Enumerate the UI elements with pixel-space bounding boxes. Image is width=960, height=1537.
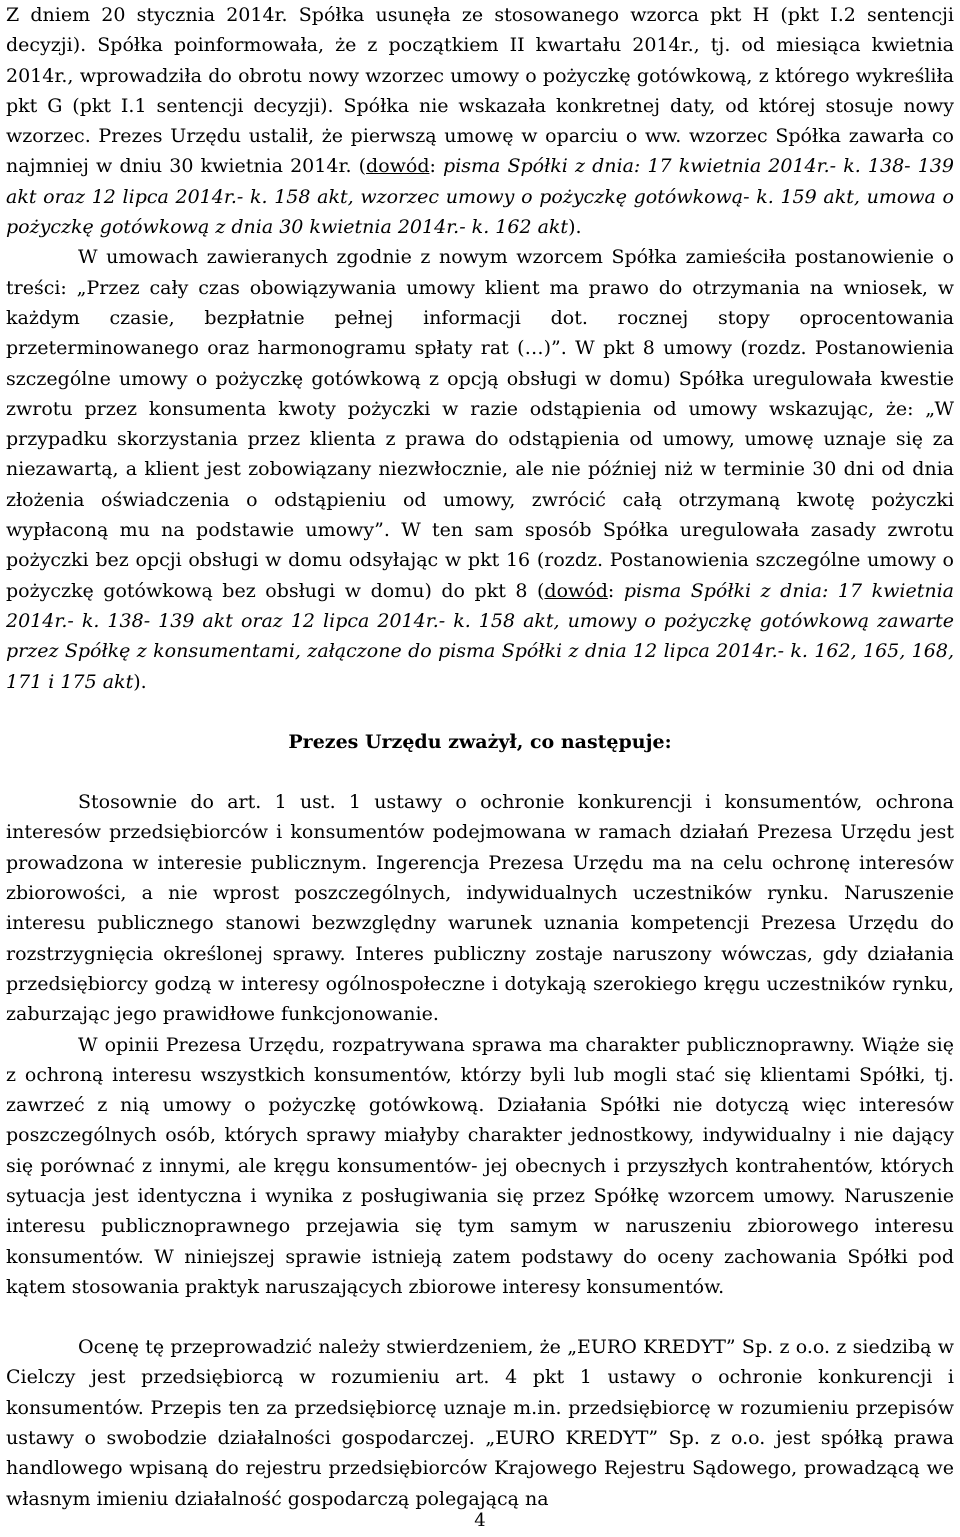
paragraph-2 [6, 242, 954, 696]
section-heading: Prezes Urzędu zważył, co następuje: [288, 730, 672, 753]
paragraph-1 [6, 0, 954, 242]
paragraph-1-text: Z dniem 20 stycznia 2014r. Spółka usunęła ze stosowanego wzorca pkt H (pkt I.2 sentencji decyzji). Spółka poinformowała, że z początkiem II kwartału 2014r., tj. od miesiąca kwietnia 2014r., wprowadziła do obrotu nowy wzorzec umowy o pożyczkę gotówkową, z którego wykreśliła pkt G (pkt I.1 sentencji decyzji). Spółka nie wskazała konkretnej daty, od której stosuje nowy wzorzec. Prezes Urzędu ustalił, że pierwszą umowę w oparciu o ww. wzorzec Spółka zawarła co najmniej w dniu 30 kwietnia 2014r. ( [6, 4, 954, 178]
evidence-separator: : [429, 155, 444, 178]
evidence-label: dowód [544, 579, 608, 602]
paragraph-1-closing: ). [568, 216, 582, 239]
document-page [6, 0, 954, 1514]
paragraph-5: Ocenę tę przeprowadzić należy stwierdzeniem, że „EURO KREDYT” Sp. z o.o. z siedzibą w Cielczy jest przedsiębiorcą w rozumieniu art. 4 pkt 1 ustawy o ochronie konkurencji i konsumentów. Przepis ten za przedsiębiorcę uznaje m.in. przedsiębiorcę w rozumieniu przepisów ustawy o swobodzie działalności gospodarczej. „EURO KREDYT” Sp. z o.o. jest spółką prawa handlowego wpisaną do rejestru przedsiębiorców Krajowego Rejestru Sądowego, prowadzącą we własnym imieniu działalność gospodarczą polegającą na [6, 1336, 954, 1510]
paragraph-2-text: W umowach zawieranych zgodnie z nowym wzorcem Spółka zamieściła postanowienie o treści: „Przez cały czas obowiązywania umowy klient ma prawo do otrzymania na wniosek, w każdym czasie, bezpłatnie pełnej informacji dot. rocznej stopy oprocentowania przeterminowanego oraz harmonogramu spłaty rat (…)”. W pkt 8 umowy (rozdz. Postanowienia szczególne umowy o pożyczkę gotówkową z opcją obsługi w domu) Spółka uregulowała kwestie zwrotu przez konsumenta kwoty pożyczki w razie odstąpienia od umowy wskazując, że: „W przypadku skorzystania przez klienta z prawa do odstąpienia od umowy, umowę uznaje się za niezawartą, a klient jest zobowiązany niezwłocznie, ale nie później niż w terminie 30 dni od dnia złożenia oświadczenia o odstąpieniu od umowy, zwrócić całą otrzymaną kwotę pożyczki wypłaconą mu na podstawie umowy”. W ten sam sposób Spółka uregulowała zasady zwrotu pożyczki bez opcji obsługi w domu odsyłając w pkt 16 (rozdz. Postanowienia szczególne umowy o pożyczkę gotówkową bez obsługi w domu) do pkt 8 ( [6, 246, 954, 602]
paragraph-4: W opinii Prezesa Urzędu, rozpatrywana sprawa ma charakter publicznoprawny. Wiąże się z ochroną interesu wszystkich konsumentów, którzy byli lub mogli stać się klientami Spółki, tj. zawrzeć z nią umowy o pożyczkę gotówkową. Działania Spółki nie dotyczą więc interesów poszczególnych osób, których sprawy miałyby charakter jednostkowy, indywidualny i nie dający się porównać z innymi, ale kręgu konsumentów- jej obecnych i przyszłych kontrahentów, których sytuacja jest identyczna i wynika z posługiwania się przez Spółkę wzorcem umowy. Naruszenie interesu publicznoprawnego przejawia się tym samym w naruszeniu zbiorowego interesu konsumentów. W niniejszej sprawie istnieją zatem podstawy do oceny zachowania Spółki pod kątem stosowania praktyk naruszających zbiorowe interesy konsumentów. [6, 1033, 954, 1298]
page-number: 4 [474, 1510, 486, 1531]
evidence-reference: pisma Spółki z dnia: 17 kwietnia 2014r.- k. 138- 139 akt oraz 12 lipca 2014r.- k. 158 akt, wzorzec umowy o pożyczkę gotówkową- k. 159 akt, umowa o pożyczkę gotówkową z dnia 30 kwietnia 2014r.- k. 162 akt [6, 155, 954, 239]
evidence-label: dowód [366, 155, 430, 178]
evidence-separator: : [607, 579, 624, 602]
paragraph-2-closing: ). [133, 670, 147, 693]
spacer [6, 757, 954, 787]
evidence-reference: pisma Spółki z dnia: 17 kwietnia 2014r.- k. 138- 139 akt oraz 12 lipca 2014r.- k. 158 akt, umowy o pożyczkę gotówkową zawarte przez Spółkę z konsumentami, załączone do pisma Spółki z dnia 12 lipca 2014r.- k. 162, 165, 168, 171 i 175 akt [6, 579, 954, 693]
spacer [6, 697, 954, 727]
paragraph-3: Stosownie do art. 1 ust. 1 ustawy o ochronie konkurencji i konsumentów, ochrona interesów przedsiębiorców i konsumentów podejmowana w ramach działań Prezesa Urzędu jest prowadzona w interesie publicznym. Ingerencja Prezesa Urzędu ma na celu ochronę interesów zbiorowości, a nie wprost poszczególnych, indywidualnych uczestników rynku. Naruszenie interesu publicznego stanowi bezwzględny warunek uznania kompetencji Prezesa Urzędu do rozstrzygnięcia określonej sprawy. Interes publiczny zostaje naruszony wówczas, gdy działania przedsiębiorcy godzą w interesy ogólnospołeczne i dotykają szerokiego kręgu uczestników rynku, zaburzając jego prawidłowe funkcjonowanie. [6, 791, 954, 1026]
spacer [6, 1302, 954, 1332]
